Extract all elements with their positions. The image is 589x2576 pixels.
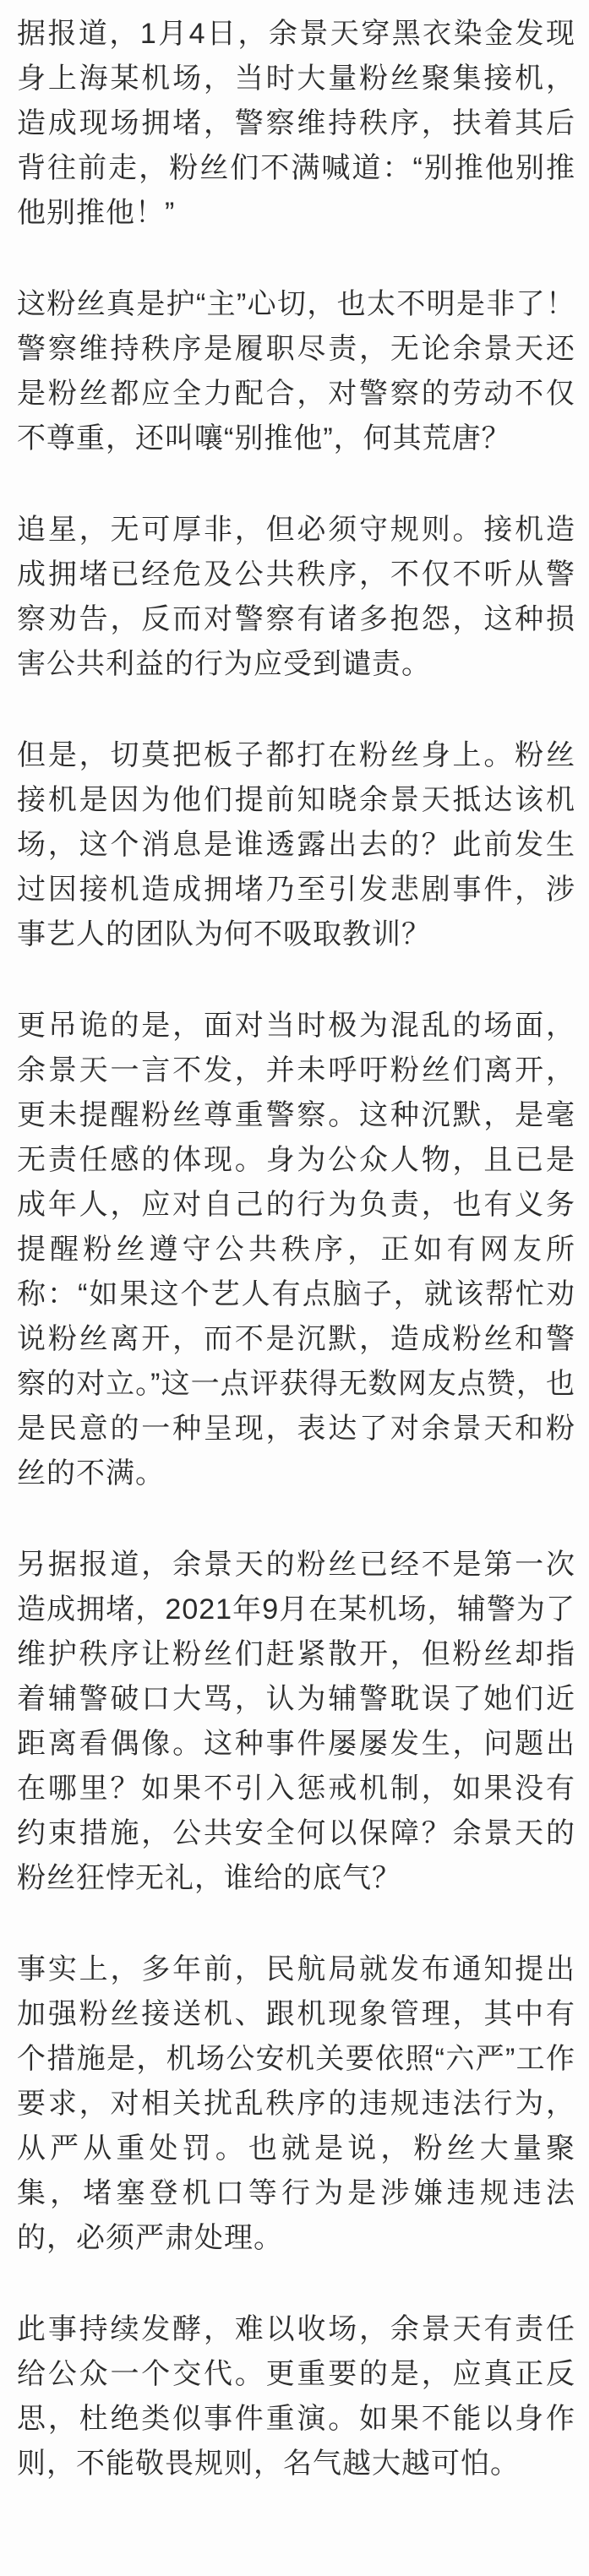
article-paragraph: 追星，无可厚非，但必须守规则。接机造成拥堵已经危及公共秩序，不仅不听从警察劝告，反而对警察有诸多抱怨，这种损害公共利益的行为应受到谴责。 [17,514,575,680]
article-paragraph: 这粉丝真是护“主”心切，也太不明是非了！警察维持秩序是履职尽责，无论余景天还是粉丝都应全力配合，对警察的劳动不仅不尊重，还叫嚷“别推他”，何其荒唐？ [17,288,575,455]
article-paragraph: 据报道，1月4日，余景天穿黑衣染金发现身上海某机场，当时大量粉丝聚集接机，造成现场拥堵，警察维持秩序，扶着其后背往前走，粉丝们不满喊道：“别推他别推他别推他！” [17,18,575,229]
article-paragraph: 事实上，多年前，民航局就发布通知提出加强粉丝接送机、跟机现象管理，其中有个措施是，机场公安机关要依照“六严”工作要求，对相关扰乱秩序的违规违法行为，从严从重处罚。也就是说，粉丝大量聚集，堵塞登机口等行为是涉嫌违规违法的，必须严肃处理。 [17,1953,575,2254]
article-paragraph: 此事持续发酵，难以收场，余景天有责任给公众一个交代。更重要的是，应真正反思，杜绝类似事件重演。如果不能以身作则，不能敬畏规则，名气越大越可怕。 [17,2313,575,2480]
article-paragraph: 更吊诡的是，面对当时极为混乱的场面，余景天一言不发，并未呼吁粉丝们离开，更未提醒粉丝尊重警察。这种沉默，是毫无责任感的体现。身为公众人物，且已是成年人，应对自己的行为负责，也有义务提醒粉丝遵守公共秩序，正如有网友所称：“如果这个艺人有点脑子，就该帮忙劝说粉丝离开，而不是沉默，造成粉丝和警察的对立。”这一点评获得无数网友点赞，也是民意的一种呈现，表达了对余景天和粉丝的不满。 [17,1010,575,1490]
article-paragraph: 另据报道，余景天的粉丝已经不是第一次造成拥堵，2021年9月在某机场，辅警为了维护秩序让粉丝们赶紧散开，但粉丝却指着辅警破口大骂，认为辅警耽误了她们近距离看偶像。这种事件屡屡发生，问题出在哪里？如果不引入惩戒机制，如果没有约束措施，公共安全何以保障？余景天的粉丝狂悖无礼，谁给的底气？ [17,1549,575,1894]
article-paragraph: 但是，切莫把板子都打在粉丝身上。粉丝接机是因为他们提前知晓余景天抵达该机场，这个消息是谁透露出去的？此前发生过因接机造成拥堵乃至引发悲剧事件，涉事艺人的团队为何不吸取教训？ [17,739,575,950]
